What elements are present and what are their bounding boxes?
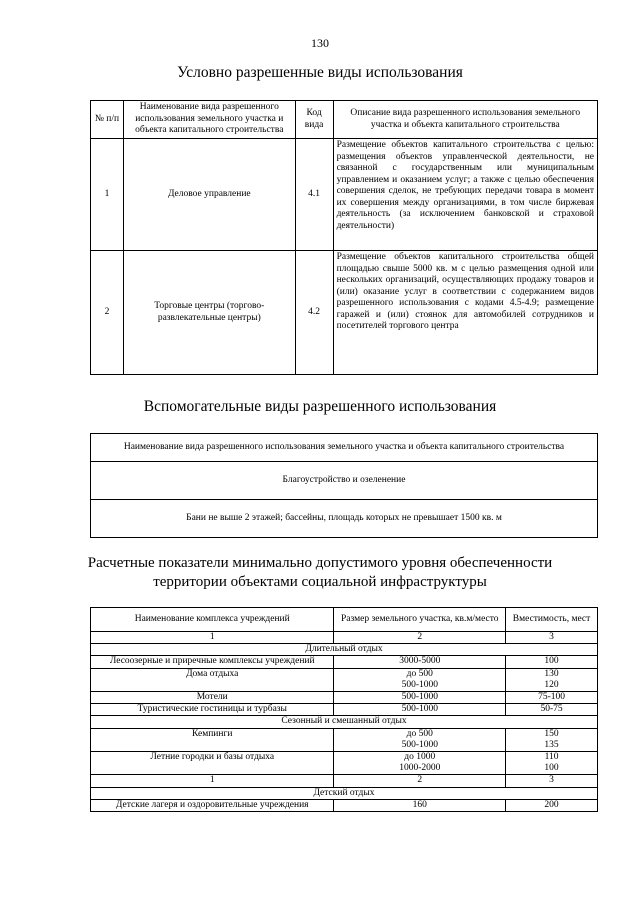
capacity-value: 135 [544,739,559,750]
row-size [334,728,506,751]
header-name: Наименование вида разрешенного использования земельного участка и объекта капитального строительства [91,434,598,462]
table-header-row [91,434,598,462]
table-header-row [91,101,598,139]
row-size: 500-1000 [334,692,506,704]
row-code: 4.2 [295,251,333,375]
table-row [91,656,598,668]
row-name: Туристические гостиницы и турбазы [91,704,334,716]
row-size: 500-1000 [334,704,506,716]
col-number: 1 [91,775,334,787]
size-value: 500-1000 [401,739,438,750]
group-label-children-rest: Детский отдых [91,787,598,799]
row-desc: Размещение объектов капитального строительства с целью: размещения объектов управленческой деятельности, не связанной с государственным или муниципальным управлением и оказанием услуг; а также с целью обеспечения совершения сделок, не требующих передачи товара в момент их совершения между организациями, в том числе биржевая деятельность (за исключением банковской и страховой деятельности) [333,139,597,251]
row-desc: Размещение объектов капитального строительства общей площадью свыше 5000 кв. м с целью размещения одной или нескольких организаций, осуществляющих продажу товаров и (или) оказание услуг в соответствии с содержанием видов разрешенного использования с кодами 4.5-4.9; размещение гаражей и (или) стоянок для автомобилей сотрудников и посетителей торгового центра [333,251,597,375]
header-num: № п/п [91,101,124,139]
size-value: до 1000 [404,752,436,763]
col-number: 3 [506,632,598,644]
header-capacity: Вместимость, мест [506,608,598,632]
section1-title: Условно разрешенные виды использования [177,64,463,81]
row-size [334,752,506,775]
column-number-row [91,632,598,644]
row-capacity [506,728,598,751]
header-desc: Описание вида разрешенного использования земельного участка и объекта капитального строительства [333,101,597,139]
row-size: 160 [334,799,506,811]
row-name: Летние городки и базы отдыха [91,752,334,775]
table-row [91,251,598,375]
row-name: Лесоозерные и приречные комплексы учреждений [91,656,334,668]
section2-title: Вспомогательные виды разрешенного использования [143,398,497,415]
group-row [91,787,598,799]
table-row [91,728,598,751]
capacity-value: 100 [544,763,559,774]
section3-title-line1: Расчетные показатели минимально допустимого уровня обеспеченности [87,555,553,571]
table-row [91,500,598,538]
row-capacity: 200 [506,799,598,811]
group-label-seasonal-rest: Сезонный и смешанный отдых [91,716,598,728]
size-value: до 500 [406,668,433,679]
group-row [91,716,598,728]
capacity-value: 110 [544,752,559,763]
size-value: до 500 [406,728,433,739]
row-num: 1 [91,139,124,251]
col-number: 2 [334,775,506,787]
row-name: Деловое управление [123,139,295,251]
row-size: 3000-5000 [334,656,506,668]
table-row [91,752,598,775]
table-row [91,462,598,500]
header-size: Размер земельного участка, кв.м/место [334,608,506,632]
capacity-value: 120 [544,679,559,690]
social-infrastructure-table [90,607,598,812]
conditional-uses-table [90,100,598,375]
row-num: 2 [91,251,124,375]
auxiliary-uses-table [90,433,598,538]
row-capacity: 100 [506,656,598,668]
table-row [91,692,598,704]
row-capacity: 50-75 [506,704,598,716]
row-name: Благоустройство и озеленение [91,462,598,500]
row-capacity [506,668,598,691]
group-row [91,644,598,656]
row-name: Мотели [91,692,334,704]
row-name: Кемпинги [91,728,334,751]
capacity-value: 130 [544,668,559,679]
header-name: Наименование комплекса учреждений [91,608,334,632]
page-number: 130 [311,36,329,50]
col-number: 2 [334,632,506,644]
table-row [91,139,598,251]
table-row [91,799,598,811]
table-header-row [91,608,598,632]
row-name: Бани не выше 2 этажей; бассейны, площадь которых не превышает 1500 кв. м [91,500,598,538]
table-row [91,668,598,691]
group-label-long-rest: Длительный отдых [91,644,598,656]
row-code: 4.1 [295,139,333,251]
row-capacity [506,752,598,775]
header-name: Наименование вида разрешенного использования земельного участка и объекта капитального строительства [123,101,295,139]
row-name: Дома отдыха [91,668,334,691]
col-number: 1 [91,632,334,644]
section3-title-line2: территории объектами социальной инфраструктуры [153,574,487,590]
row-name: Торговые центры (торгово-развлекательные центры) [123,251,295,375]
capacity-value: 150 [544,728,559,739]
row-name: Детские лагеря и оздоровительные учреждения [91,799,334,811]
column-number-row [91,775,598,787]
header-code: Код вида [295,101,333,139]
table-row [91,704,598,716]
row-size [334,668,506,691]
col-number: 3 [506,775,598,787]
size-value: 500-1000 [401,679,438,690]
size-value: 1000-2000 [399,763,441,774]
row-capacity: 75-100 [506,692,598,704]
